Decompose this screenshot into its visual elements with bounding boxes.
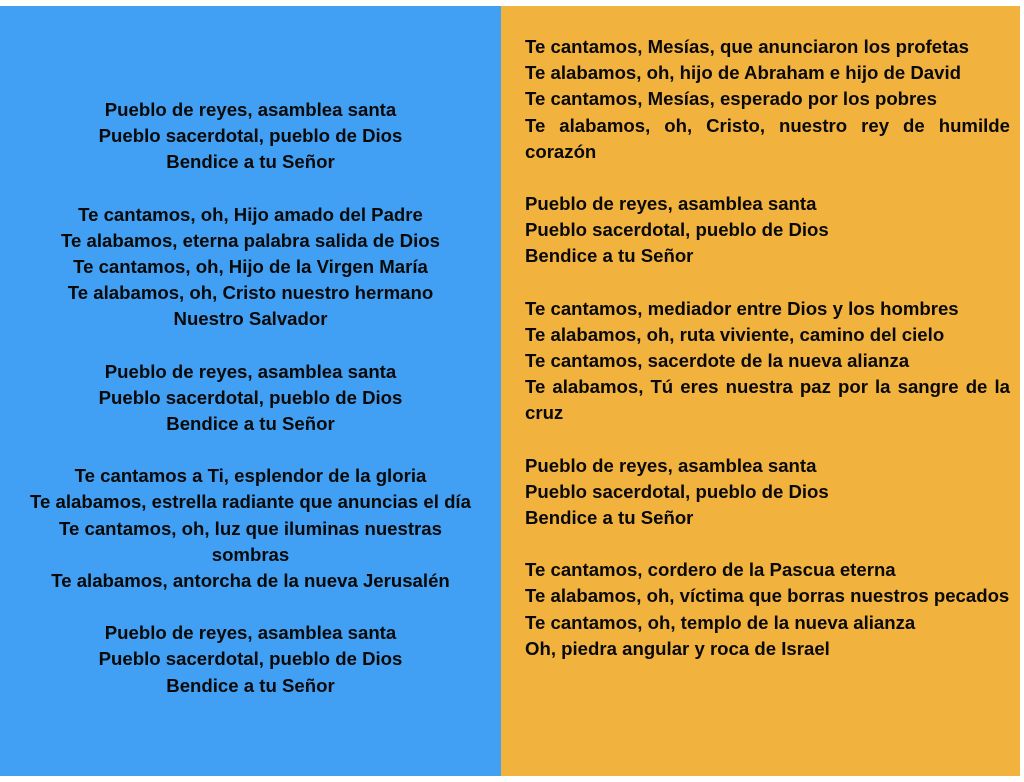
lyric-line: Pueblo sacerdotal, pueblo de Dios (98, 648, 403, 670)
lyric-line: Te cantamos, oh, luz que iluminas nuestras sombras (59, 517, 442, 565)
left-stanza-chorus (0, 359, 501, 438)
right-stanza-chorus (525, 453, 1010, 532)
lyric-line: Te cantamos, oh, Hijo amado del Padre (78, 203, 423, 225)
lyric-line: Nuestro Salvador (173, 308, 328, 330)
right-stanza-verse (525, 557, 1010, 662)
right-column (501, 6, 1020, 776)
lyric-line: Pueblo de reyes, asamblea santa (104, 622, 397, 644)
lyric-line: Pueblo sacerdotal, pueblo de Dios (525, 480, 829, 502)
lyric-line: Te cantamos, sacerdote de la nueva alianza (525, 350, 910, 372)
lyric-line: Pueblo sacerdotal, pueblo de Dios (525, 219, 829, 241)
left-stanza-chorus (0, 97, 501, 176)
lyric-line: Te cantamos, Mesías, esperado por los pobres (525, 88, 937, 110)
lyric-line: Te alabamos, eterna palabra salida de Dios (61, 229, 440, 251)
lyric-line: Pueblo de reyes, asamblea santa (104, 99, 397, 120)
lyric-line: Te alabamos, oh, Cristo, nuestro rey de humilde corazón (525, 114, 1010, 162)
right-stanza-verse (525, 296, 1010, 427)
lyric-line: Te cantamos, Mesías, que anunciaron los profetas (525, 36, 969, 57)
lyric-line: Te alabamos, oh, víctima que borras nuestros pecados (525, 585, 1010, 607)
lyric-line: Bendice a tu Señor (166, 151, 335, 173)
lyric-line: Te alabamos, oh, ruta viviente, camino del cielo (525, 323, 945, 345)
lyric-line: Te alabamos, Tú eres nuestra paz por la sangre de la cruz (525, 376, 1010, 424)
lyric-line: Te alabamos, oh, hijo de Abraham e hijo de David (525, 62, 962, 84)
right-stanza-chorus (525, 191, 1010, 270)
left-column (0, 6, 501, 776)
lyric-line: Te alabamos, estrella radiante que anuncias el día (30, 491, 471, 513)
lyric-line: Pueblo de reyes, asamblea santa (104, 360, 397, 382)
lyric-line: Bendice a tu Señor (525, 245, 694, 267)
lyric-line: Te cantamos, oh, templo de la nueva alianza (525, 611, 916, 633)
lyric-line: Pueblo sacerdotal, pueblo de Dios (98, 125, 403, 147)
left-stanza-verse (0, 463, 501, 594)
right-stanza-verse (525, 34, 1010, 165)
lyric-line: Te cantamos, mediador entre Dios y los hombres (525, 297, 959, 319)
lyric-line: Pueblo de reyes, asamblea santa (525, 454, 817, 476)
left-stanza-chorus (0, 620, 501, 699)
lyric-line: Pueblo de reyes, asamblea santa (525, 193, 817, 215)
lyric-line: Te alabamos, oh, Cristo nuestro hermano (67, 282, 434, 304)
left-stanza-verse (0, 202, 501, 333)
lyric-line: Te cantamos, oh, Hijo de la Virgen María (73, 256, 428, 278)
lyric-line: Pueblo sacerdotal, pueblo de Dios (98, 386, 403, 408)
lyric-line: Bendice a tu Señor (166, 674, 335, 696)
lyric-line: Te alabamos, antorcha de la nueva Jerusalén (51, 570, 450, 592)
lyric-line: Oh, piedra angular y roca de Israel (525, 637, 830, 659)
lyric-line: Bendice a tu Señor (525, 507, 694, 529)
lyric-line: Te cantamos a Ti, esplendor de la gloria (74, 465, 427, 487)
lyric-line: Bendice a tu Señor (166, 413, 335, 435)
lyric-line: Te cantamos, cordero de la Pascua eterna (525, 559, 896, 581)
